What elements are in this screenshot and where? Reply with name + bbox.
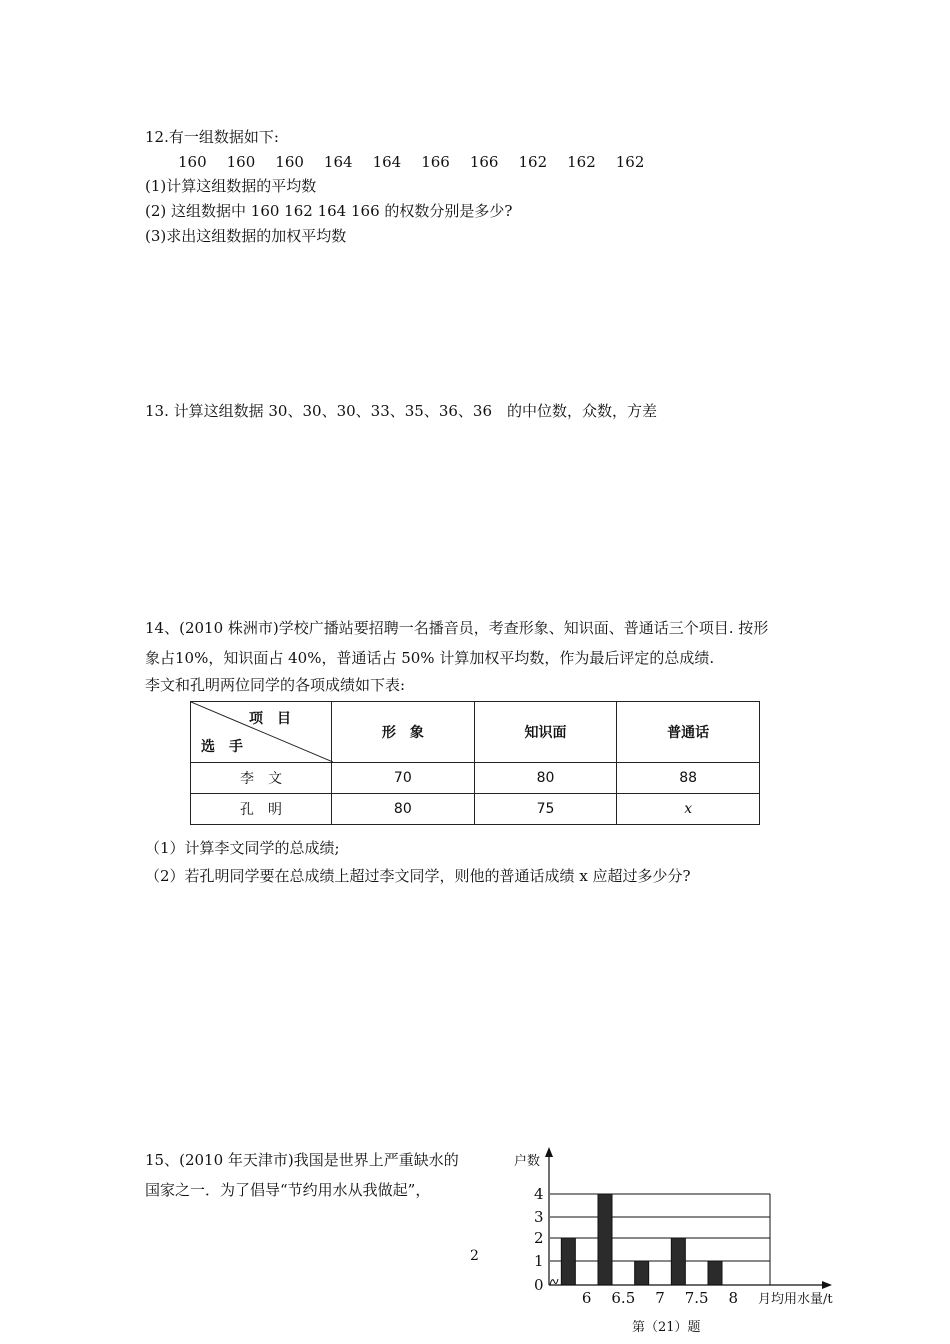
q12-part-3: (3)求出这组数据的加权平均数 (145, 227, 347, 245)
q12-number-list (178, 150, 664, 174)
q12-number: 160 (178, 153, 207, 171)
q12-number: 162 (615, 153, 645, 171)
y-tick-label: 0 (534, 1276, 544, 1294)
x-tick-label: 6 (581, 1289, 592, 1307)
q12-part-2: (2) 这组数据中 160 162 164 166 的权数分别是多少? (145, 202, 513, 220)
contestant-name: 李 文 (191, 763, 332, 794)
x-tick-label: 7 (655, 1289, 665, 1307)
q15-line-1: 15、(2010 年天津市)我国是世界上严重缺水的 (145, 1151, 459, 1169)
column-header-image: 形 象 (332, 702, 475, 763)
y-tick-label: 2 (534, 1229, 544, 1247)
bar (671, 1238, 685, 1285)
bar (635, 1261, 649, 1285)
bar (708, 1261, 722, 1285)
y-tick-label: 1 (534, 1252, 544, 1270)
page-number: 2 (470, 1248, 479, 1264)
x-tick-label: 6.5 (611, 1289, 636, 1307)
q12-number: 162 (518, 153, 548, 171)
q14-line-2: 象占10%，知识面占 40%，普通话占 50% 计算加权平均数，作为最后评定的总成绩. (145, 649, 715, 667)
x-tick-label: 8 (728, 1289, 739, 1307)
score-cell: 70 (332, 763, 475, 794)
y-axis-label: 户数 (514, 1154, 541, 1169)
chart-grid (550, 1194, 770, 1285)
y-axis-arrow-icon (545, 1147, 553, 1157)
q15-line-2: 国家之一．为了倡导“节约用水从我做起”， (145, 1181, 431, 1199)
q13-text: 13. 计算这组数据 30、30、30、33、35、36、36 的中位数，众数，方差 (145, 402, 658, 420)
q14-line-3: 李文和孔明两位同学的各项成绩如下表: (145, 676, 406, 694)
score-cell: x (617, 794, 760, 825)
q12-number: 160 (226, 153, 256, 171)
q12-part-1: (1)计算这组数据的平均数 (145, 177, 317, 195)
corner-label-contestant: 选 手 (201, 739, 243, 755)
q12-number: 166 (421, 153, 450, 171)
q12-number: 164 (323, 153, 353, 171)
contestant-name: 孔 明 (191, 794, 332, 825)
water-usage-chart (500, 1145, 860, 1343)
axis-break-icon (550, 1279, 558, 1285)
table-row (191, 763, 760, 794)
table-row (191, 794, 760, 825)
q12-number: 164 (372, 153, 402, 171)
corner-label-item: 项 目 (249, 711, 291, 727)
chart-bars (561, 1194, 722, 1285)
score-cell: 75 (474, 794, 617, 825)
column-header-mandarin: 普通话 (617, 702, 760, 763)
chart-x-ticks (582, 1289, 738, 1307)
y-tick-label: 3 (534, 1208, 544, 1226)
q12-number: 162 (567, 153, 596, 171)
score-table (190, 701, 760, 825)
q12-number: 160 (275, 153, 304, 171)
q14-sub-2: （2）若孔明同学要在总成绩上超过李文同学，则他的普通话成绩 x 应超过多少分? (145, 867, 691, 885)
score-cell: 80 (332, 794, 475, 825)
column-header-knowledge: 知识面 (474, 702, 617, 763)
chart-y-ticks (534, 1185, 544, 1294)
bar (598, 1194, 612, 1285)
x-axis-arrow-icon (822, 1281, 832, 1289)
bar (561, 1238, 575, 1285)
q12-number: 166 (469, 153, 499, 171)
score-cell: 88 (617, 763, 760, 794)
x-tick-label: 7.5 (684, 1289, 709, 1307)
y-tick-label: 4 (534, 1185, 544, 1203)
score-cell: 80 (474, 763, 617, 794)
table-corner-cell (191, 702, 332, 763)
q14-sub-1: （1）计算李文同学的总成绩; (145, 839, 340, 857)
q14-line-1: 14、(2010 株洲市)学校广播站要招聘一名播音员，考查形象、知识面、普通话三个项目. 按形 (145, 619, 769, 637)
chart-caption: 第（21）题 (632, 1320, 701, 1335)
score-table-header-row (191, 702, 760, 763)
x-axis-label: 月均用水量/t (758, 1292, 833, 1307)
q12-title: 12.有一组数据如下: (145, 128, 279, 146)
